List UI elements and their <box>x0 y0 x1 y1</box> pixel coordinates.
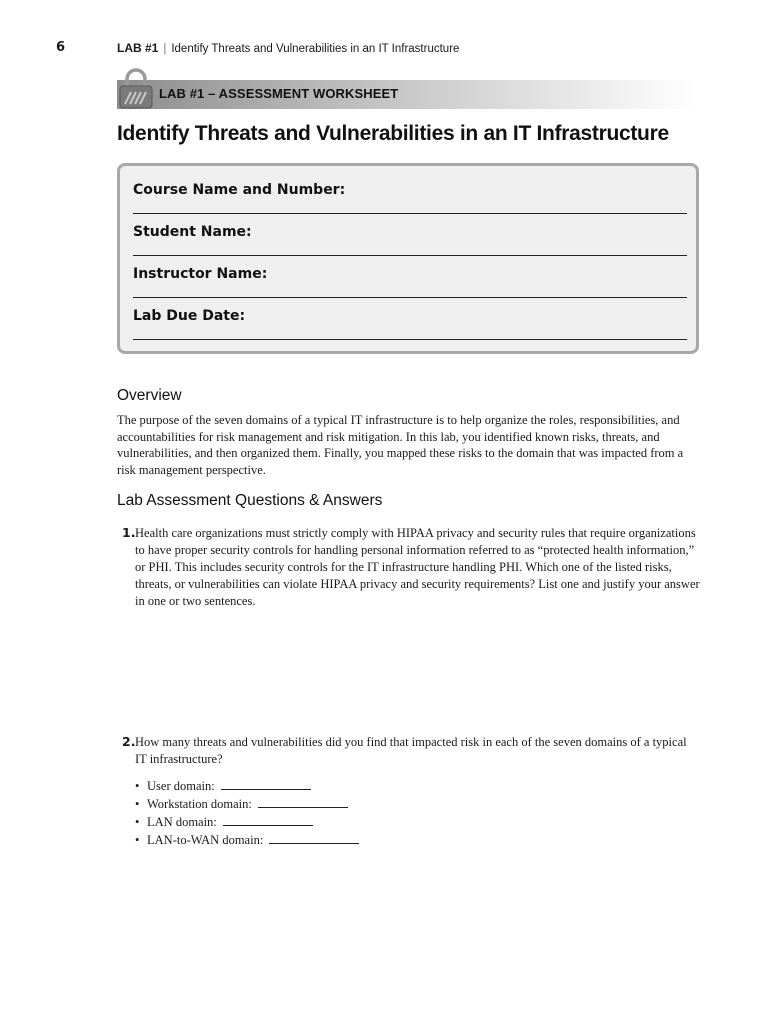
overview-paragraph: The purpose of the seven domains of a typical IT infrastructure is to help organize the roles, responsibilities, and accountabilities for risk management and risk mitigation. In this lab, you identified known risks, threats, and vulnerabilities, and then organized them. Finally, you mapped these risks to the domain that was impacted from a risk management perspective. <box>117 413 684 477</box>
questions-heading: Lab Assessment Questions & Answers <box>117 492 383 509</box>
bullet-icon: • <box>135 815 140 829</box>
question-2 <box>117 734 701 768</box>
domain-label-workstation: Workstation domain: <box>147 797 252 811</box>
student-info-box <box>117 163 699 354</box>
lab-due-date-field[interactable] <box>133 298 687 340</box>
student-name-field[interactable] <box>133 214 687 256</box>
page-number: 6 <box>56 40 66 55</box>
instructor-name-label: Instructor Name: <box>133 266 268 282</box>
bullet-icon: • <box>135 833 140 847</box>
lab-due-date-line <box>133 339 687 340</box>
domain-label-user: User domain: <box>147 779 215 793</box>
running-header-separator: | <box>163 43 167 55</box>
domain-blank-workstation[interactable] <box>258 795 348 808</box>
lab-due-date-label: Lab Due Date: <box>133 308 246 324</box>
domain-item-workstation <box>135 795 359 813</box>
question-1-number: 1. <box>122 525 136 540</box>
domain-blank-lan[interactable] <box>223 813 313 826</box>
worksheet-banner <box>117 80 697 109</box>
domain-blank-user[interactable] <box>221 777 311 790</box>
running-header-lab: LAB #1 <box>117 41 159 55</box>
student-name-label: Student Name: <box>133 224 252 240</box>
instructor-name-field[interactable] <box>133 256 687 298</box>
bullet-icon: • <box>135 779 140 793</box>
question-1-text: Health care organizations must strictly comply with HIPAA privacy and security rules that require organizations to have proper security controls for handling personal information referred to as “protected health information,” or PHI. This includes security controls for the IT infrastructure handling PHI. Which one of the listed risks, threats, or vulnerabilities can violate HIPAA privacy and security requirements? List one and justify your answer in one or two sentences. <box>135 526 700 608</box>
domain-item-lan-to-wan <box>135 831 359 849</box>
running-header-title: Identify Threats and Vulnerabilities in an IT Infrastructure <box>171 43 460 55</box>
domain-item-user <box>135 777 359 795</box>
overview-heading: Overview <box>117 387 182 404</box>
domain-item-lan <box>135 813 359 831</box>
banner-label: LAB #1 – ASSESSMENT WORKSHEET <box>159 86 399 101</box>
course-name-field[interactable] <box>133 172 687 214</box>
bullet-icon: • <box>135 797 140 811</box>
course-name-label: Course Name and Number: <box>133 182 346 198</box>
domain-label-lan: LAN domain: <box>147 815 217 829</box>
padlock-icon <box>118 66 154 110</box>
document-title: Identify Threats and Vulnerabilities in an IT Infrastructure <box>117 122 669 145</box>
running-header <box>117 41 459 55</box>
domain-label-lan-to-wan: LAN-to-WAN domain: <box>147 833 264 847</box>
domain-list <box>135 777 359 849</box>
question-1 <box>117 525 701 610</box>
question-2-number: 2. <box>122 734 136 749</box>
question-2-text: How many threats and vulnerabilities did you find that impacted risk in each of the seven domains of a typical IT infrastructure? <box>135 735 687 766</box>
domain-blank-lan-to-wan[interactable] <box>269 831 359 844</box>
